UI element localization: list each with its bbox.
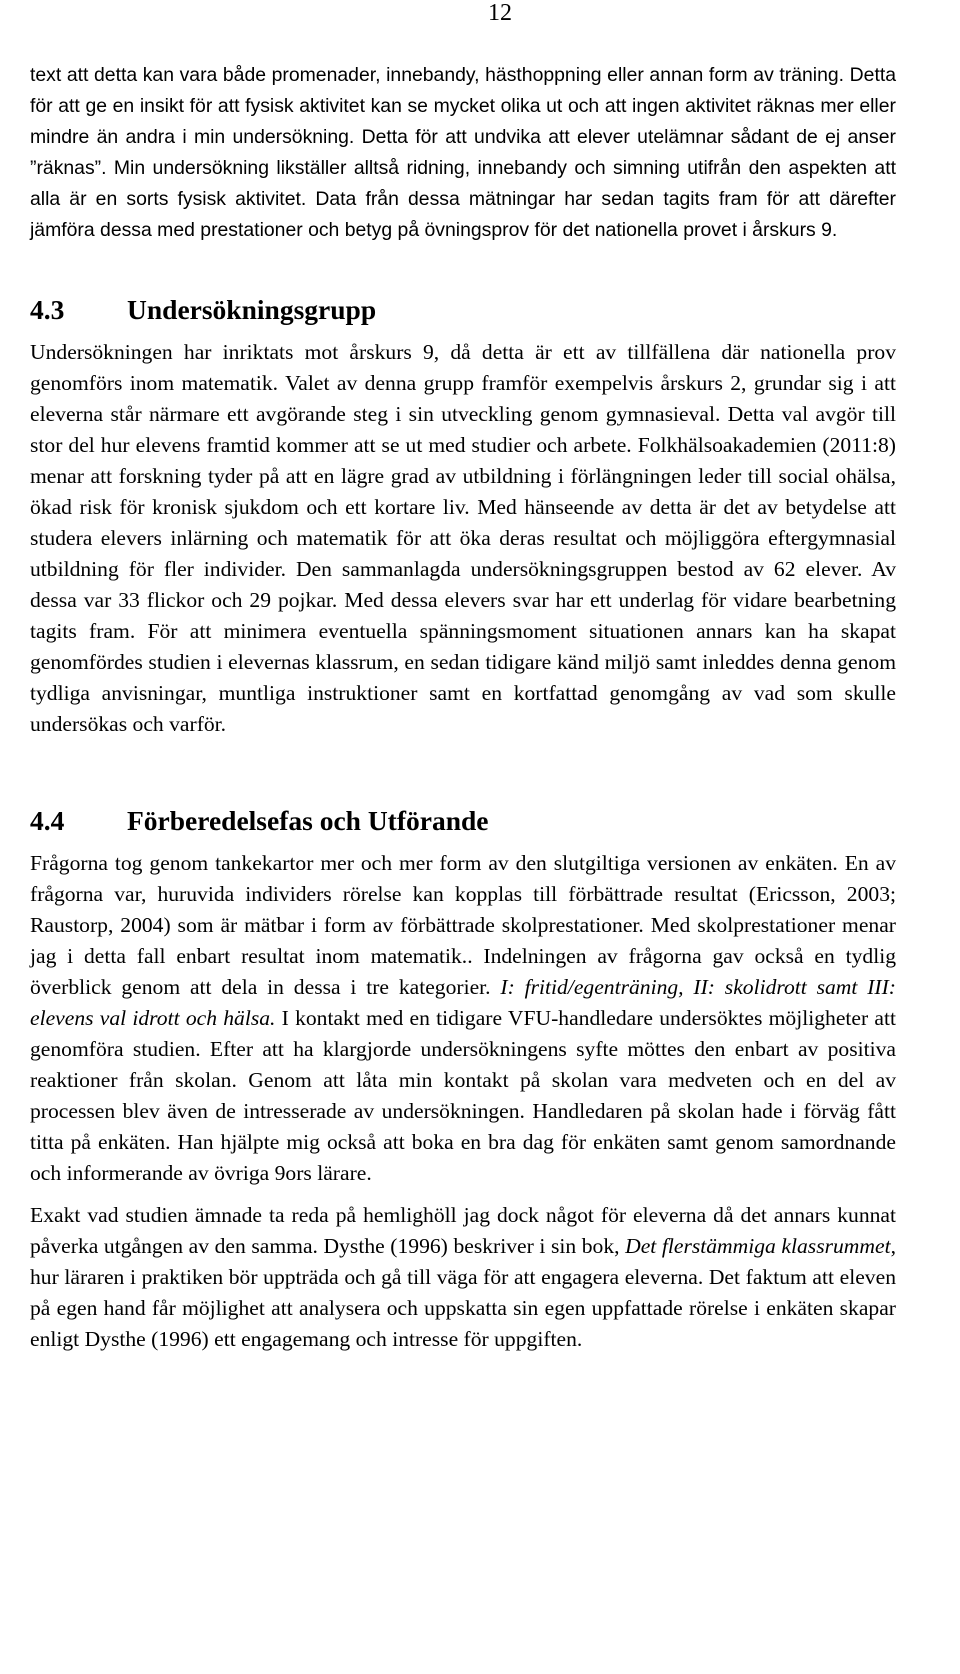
- section-title: Förberedelsefas och Utförande: [127, 805, 489, 836]
- page-number: 12: [488, 0, 512, 26]
- section-number: 4.4: [30, 805, 65, 836]
- section-4-4-paragraph-1: [30, 848, 896, 1189]
- text-run: Exakt vad studien ämnade ta reda på hemlighöll jag dock något för eleverna då det annars kunnat påverka utgången av den samma. Dysthe (1996) beskriver i sin bok,: [30, 1203, 896, 1258]
- categories-italic: I: fritid/egenträning, II: skolidrott samt III: elevens val idrott och hälsa.: [30, 975, 896, 1030]
- section-title: Undersökningsgrupp: [127, 294, 377, 325]
- text-run: I kontakt med en tidigare VFU-handledare undersöktes möjligheter att genomföra studien. Efter att ha klargjorde undersökningens syfte möttes den enbart av positiva reaktioner från skolan. Genom att låta min kontakt på skolan vara medveten och en del av processen blev även de intresserade av undersökningen. Handledaren på skolan hade i förväg fått titta på enkäten. Han hjälpte mig också att boka en bra dag för enkäten samt genom samordnande och informerande av övriga 9ors lärare.: [30, 1006, 896, 1185]
- text-run: Frågorna tog genom tankekartor mer och mer form av den slutgiltiga versionen av enkäten. En av frågorna var, huruvida individers rörelse kan kopplas till förbättrade resultat (Ericsson, 2003; Raustorp, 2004) som är mätbar i form av förbättrade skolprestationer. Med skolprestationer menar jag i detta fall enbart resultat inom matematik.. Indelningen av frågorna gav också en tydlig överblick genom att dela in dessa i tre kategorier.: [30, 851, 896, 999]
- section-4-3-paragraph: Undersökningen har inriktats mot årskurs 9, då detta är ett av tillfällena där nationella prov genomförs inom matematik. Valet av denna grupp framför exempelvis årskurs 2, grundar sig i att eleverna står närmare ett avgörande steg i sin utveckling genom gymnasieval. Detta val avgör till stor del hur elevens framtid kommer att se ut med studier och arbete. Folkhälsoakademien (2011:8) menar att forskning tyder på att en lägre grad av utbildning i förlängningen leder till social ohälsa, ökad risk för kronisk sjukdom och ett kortare liv. Med hänseende av detta är det av betydelse att studera elevers inlärning och matematik för att öka deras resultat och möjliggöra eftergymnasial utbildning för fler individer. Den sammanlagda undersökningsgruppen bestod av 62 elever. Av dessa var 33 flickor och 29 pojkar. Med dessa elevers svar har ett underlag för vidare bearbetning tagits fram. För att minimera eventuella spänningsmoment situationen annars kan ha skapat genomfördes studien i elevernas klassrum, en sedan tidigare känd miljö samt inleddes denna genom tydliga anvisningar, muntliga instruktioner samt en kortfattad genomgång av vad som skulle undersökas och varför.: [30, 340, 896, 736]
- text-run: , hur läraren i praktiken bör uppträda och gå till väga för att engagera eleverna. Det faktum att eleven på egen hand får möjlighet att analysera och uppskatta sin egen uppfattade rörelse i enkäten skapar enligt Dysthe (1996) ett engagemang och intresse för uppgiften.: [30, 1234, 896, 1351]
- section-heading-4-4: [30, 804, 896, 838]
- section-number: 4.3: [30, 294, 65, 325]
- intro-paragraph: text att detta kan vara både promenader, innebandy, hästhoppning eller annan form av träning. Detta för att ge en insikt för att fysisk aktivitet kan se mycket olika ut och att ingen aktivitet räknas mer eller mindre än andra i min undersökning. Detta för att undvika att elever utelämnar sådant de ej anser ”räknas”. Min undersökning likställer alltså ridning, innebandy och simning utifrån den aspekten att alla är en sorts fysisk aktivitet. Data från dessa mätningar har sedan tagits fram för att därefter jämföra dessa med prestationer och betyg på övningsprov för det nationella provet i årskurs 9.: [30, 64, 896, 241]
- section-4-4-paragraph-2: [30, 1200, 896, 1355]
- book-title-italic: Det flerstämmiga klassrummet: [625, 1234, 891, 1258]
- section-heading-4-3: [30, 293, 896, 327]
- document-body: [30, 60, 896, 1355]
